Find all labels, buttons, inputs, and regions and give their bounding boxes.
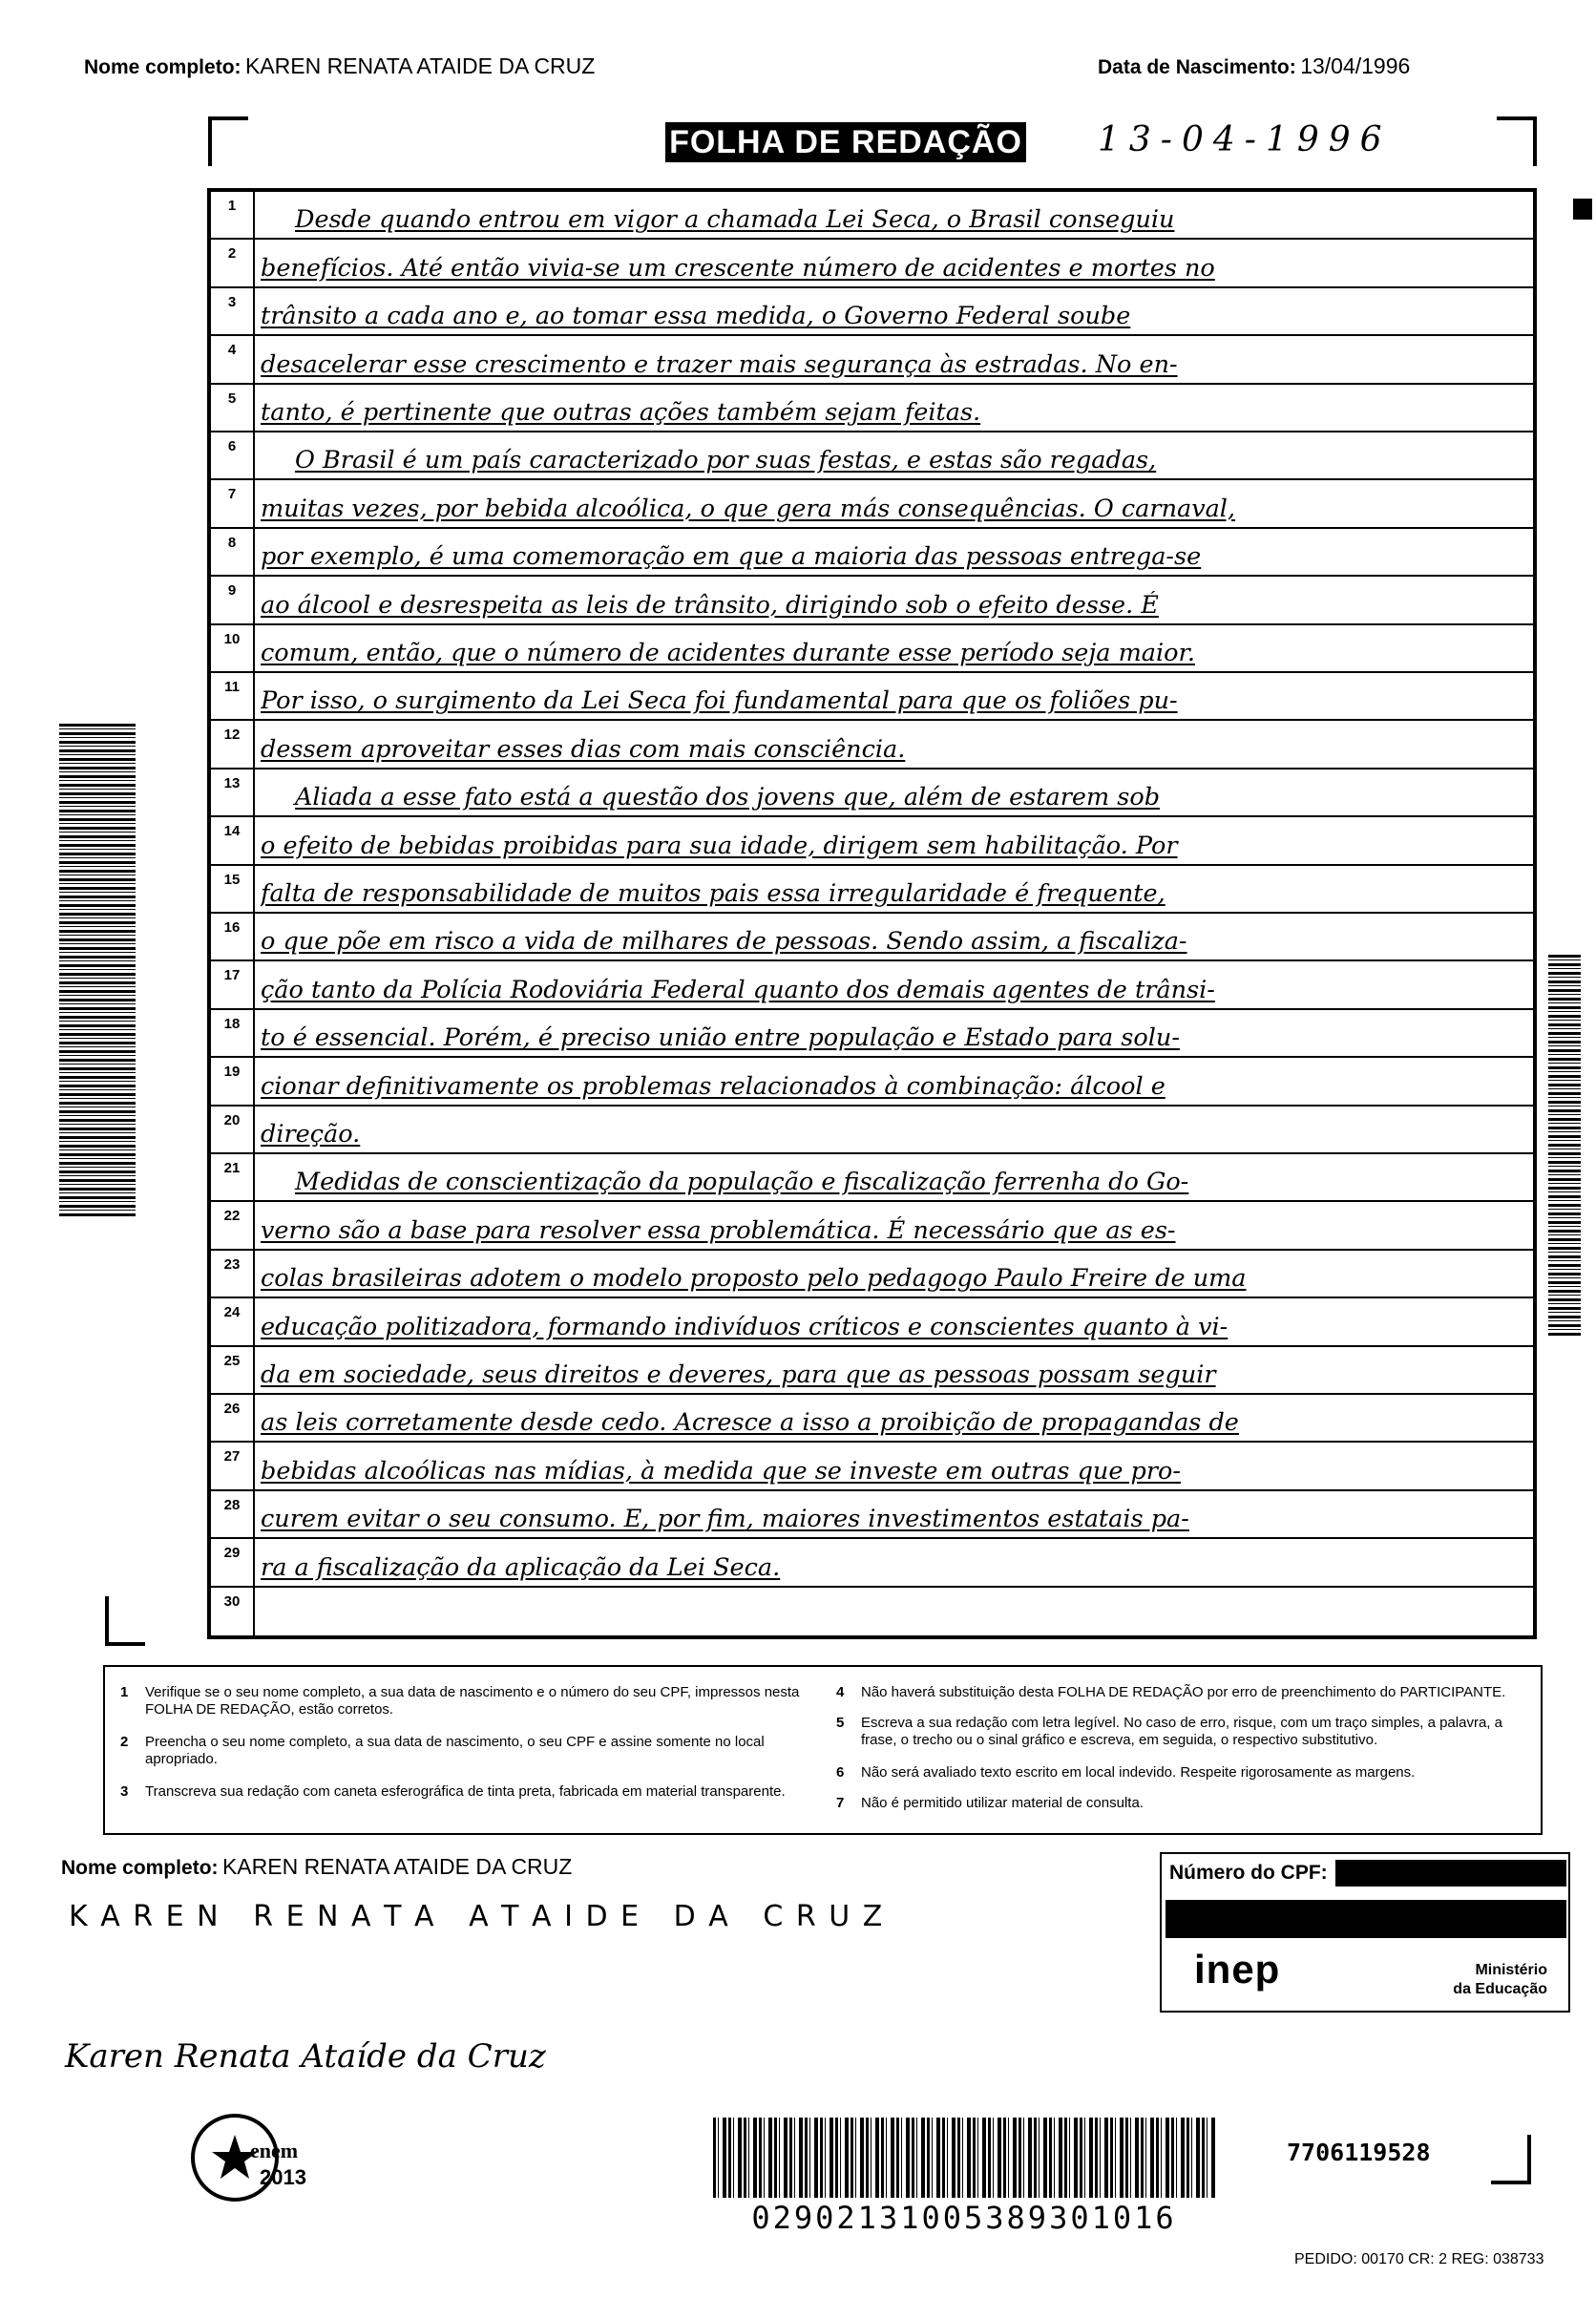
- line-number: 12: [211, 721, 255, 767]
- cpf-redaction: [1335, 1860, 1566, 1887]
- essay-line: [211, 480, 1533, 528]
- line-number: 28: [211, 1491, 255, 1537]
- line-text: o efeito de bebidas proibidas para sua idade, dirigem sem habilitação. Por: [261, 831, 1178, 860]
- essay-line: [211, 1107, 1533, 1154]
- line-text: verno são a base para resolver essa problemática. É necessário que as es-: [261, 1215, 1176, 1245]
- essay-line: [211, 1251, 1533, 1298]
- line-number: 1: [211, 192, 255, 238]
- essay-line: [211, 1395, 1533, 1443]
- corner-mark-top-left: [208, 116, 248, 166]
- cpf-handwritten-redaction: [1166, 1900, 1566, 1938]
- instruction-number: 6: [836, 1764, 845, 1781]
- dob-label: Data de Nascimento:: [1098, 56, 1296, 78]
- line-number: 5: [211, 385, 255, 431]
- instruction-text: Transcreva sua redação com caneta esferográfica de tinta preta, fabricada em material transparente.: [145, 1783, 786, 1800]
- line-text: cionar definitivamente os problemas relacionados à combinação: álcool e: [261, 1071, 1166, 1101]
- line-number: 11: [211, 673, 255, 719]
- line-text: trânsito a cada ano e, ao tomar essa medida, o Governo Federal soube: [261, 302, 1131, 331]
- instruction-text: Não haverá substituição desta FOLHA DE REDAÇÃO por erro de preenchimento do PARTICIPANTE.: [861, 1684, 1506, 1700]
- essay-line: [211, 1443, 1533, 1490]
- essay-line: [211, 914, 1533, 961]
- instruction-3: [120, 1783, 827, 1801]
- essay-line: [211, 817, 1533, 865]
- line-text: ra a fiscalização da aplicação da Lei Seca.: [261, 1552, 781, 1582]
- instruction-text: Escreva a sua redação com letra legível. No caso de erro, risque, com um traço simples, a palavra, a frase, o trecho ou o sinal gráfico e escreva, em seguida, o respectivo substitutivo.: [861, 1715, 1502, 1748]
- instruction-1: [120, 1684, 827, 1718]
- instruction-2: [120, 1734, 827, 1768]
- instruction-text: Não será avaliado texto escrito em local indevido. Respeite rigorosamente as margens.: [861, 1764, 1416, 1781]
- line-number: 15: [211, 866, 255, 912]
- footer-name: [61, 1854, 572, 1880]
- essay-line: [211, 770, 1533, 817]
- line-text: curem evitar o seu consumo. E, por fim, maiores investimentos estatais pa-: [261, 1505, 1189, 1534]
- line-number: 27: [211, 1443, 255, 1488]
- line-number: 9: [211, 577, 255, 622]
- line-text: ção tanto da Polícia Rodoviária Federal quanto dos demais agentes de trânsi-: [261, 975, 1215, 1004]
- essay-line: [211, 1298, 1533, 1346]
- line-text: Desde quando entrou em vigor a chamada Lei Seca, o Brasil conseguiu: [295, 205, 1175, 235]
- handwritten-name: K A R E N R E N A T A A T A I D E D A C R U Z: [69, 1900, 885, 1933]
- order-info: PEDIDO: 00170 CR: 2 REG: 038733: [1294, 2251, 1544, 2267]
- essay-line: [211, 1202, 1533, 1250]
- instruction-number: 7: [836, 1795, 845, 1811]
- footer-name-value: KAREN RENATA ATAIDE DA CRUZ: [221, 1854, 573, 1879]
- instruction-number: 4: [836, 1684, 845, 1700]
- line-text: dessem aproveitar esses dias com mais consciência.: [261, 734, 906, 764]
- side-barcode-right: [1548, 955, 1581, 1337]
- line-number: 4: [211, 336, 255, 382]
- line-number: 17: [211, 961, 255, 1007]
- line-text: colas brasileiras adotem o modelo proposto pelo pedagogo Paulo Freire de uma: [261, 1264, 1247, 1294]
- ministry-line-2: da Educação: [1453, 1981, 1547, 1997]
- line-text: benefícios. Até então vivia-se um crescente número de acidentes e mortes no: [261, 253, 1215, 283]
- essay-line: [211, 1539, 1533, 1587]
- line-text: falta de responsabilidade de muitos pais essa irregularidade é frequente,: [261, 878, 1166, 908]
- line-text: tanto, é pertinente que outras ações também sejam feitas.: [261, 397, 981, 427]
- instruction-7: [836, 1795, 1523, 1812]
- instruction-text: Preencha o seu nome completo, a sua data de nascimento, o seu CPF e assine somente no local apropriado.: [145, 1734, 765, 1767]
- instruction-text: Verifique se o seu nome completo, a sua data de nascimento e o número do seu CPF, impressos nesta FOLHA DE REDAÇÃO, estão corretos.: [145, 1684, 800, 1718]
- instruction-number: 3: [120, 1783, 129, 1800]
- footer-name-label: Nome completo:: [61, 1857, 219, 1879]
- essay-line: [211, 385, 1533, 432]
- line-number: 8: [211, 529, 255, 575]
- instruction-5: [836, 1715, 1523, 1749]
- line-number: 10: [211, 625, 255, 671]
- essay-line: [211, 1347, 1533, 1395]
- line-number: 2: [211, 240, 255, 285]
- essay-line: [211, 577, 1533, 624]
- instructions-box: [103, 1665, 1543, 1835]
- line-text: comum, então, que o número de acidentes durante esse período seja maior.: [261, 638, 1195, 667]
- instruction-number: 1: [120, 1684, 129, 1700]
- essay-sheet: [207, 188, 1537, 1639]
- header-name: [84, 53, 595, 79]
- essay-line: [211, 288, 1533, 336]
- line-number: 23: [211, 1251, 255, 1297]
- cpf-label: Número do CPF:: [1169, 1862, 1328, 1884]
- essay-line: [211, 961, 1533, 1009]
- handwritten-date: 13-04-1996: [1098, 120, 1392, 159]
- essay-line: [211, 1154, 1533, 1202]
- bottom-barcode: [713, 2118, 1216, 2198]
- line-number: 24: [211, 1298, 255, 1344]
- essay-line: [211, 625, 1533, 673]
- line-text: direção.: [261, 1119, 361, 1149]
- instruction-number: 2: [120, 1734, 129, 1750]
- barcode-number: 02902131005389301016: [751, 2200, 1177, 2236]
- line-text: Aliada a esse fato está a questão dos jovens que, além de estarem sob: [295, 783, 1161, 812]
- line-text: o que põe em risco a vida de milhares de pessoas. Sendo assim, a fiscaliza-: [261, 927, 1187, 957]
- ministry-label: [1419, 1961, 1547, 1999]
- instruction-4: [836, 1684, 1523, 1701]
- line-text: as leis corretamente desde cedo. Acresce a isso a proibição de propagandas de: [261, 1408, 1239, 1438]
- line-text: Medidas de conscientização da população e fiscalização ferrenha do Go-: [295, 1168, 1189, 1197]
- enem-logo: [181, 2110, 334, 2205]
- essay-line: [211, 673, 1533, 721]
- name-value: KAREN RENATA ATAIDE DA CRUZ: [244, 53, 596, 78]
- line-number: 6: [211, 432, 255, 478]
- essay-line: [211, 240, 1533, 287]
- essay-line: [211, 336, 1533, 384]
- line-number: 19: [211, 1058, 255, 1104]
- line-number: 21: [211, 1154, 255, 1200]
- line-number: 16: [211, 914, 255, 959]
- line-number: 13: [211, 770, 255, 815]
- essay-line: [211, 721, 1533, 769]
- line-text: Por isso, o surgimento da Lei Seca foi fundamental para que os foliões pu-: [261, 686, 1178, 716]
- essay-line: [211, 529, 1533, 577]
- line-number: 26: [211, 1395, 255, 1441]
- inep-logo: inep: [1194, 1947, 1281, 1992]
- line-text: desacelerar esse crescimento e trazer mais segurança às estradas. No en-: [261, 349, 1178, 379]
- line-number: 14: [211, 817, 255, 863]
- essay-line: [211, 1491, 1533, 1539]
- side-barcode-left: [59, 724, 136, 1218]
- corner-mark-bottom-left: [105, 1596, 145, 1646]
- instruction-6: [836, 1764, 1523, 1781]
- line-text: O Brasil é um país caracterizado por suas festas, e estas são regadas,: [295, 446, 1157, 475]
- document-code: 7706119528: [1287, 2139, 1431, 2166]
- enem-year: 2013: [260, 2165, 306, 2189]
- essay-line: [211, 1058, 1533, 1106]
- line-number: 30: [211, 1588, 255, 1635]
- essay-line: [211, 1588, 1533, 1635]
- header-dob: [1098, 53, 1410, 79]
- corner-mark-top-right: [1497, 116, 1537, 166]
- corner-mark-bottom-right: [1491, 2135, 1531, 2184]
- name-label: Nome completo:: [84, 56, 242, 78]
- instruction-text: Não é permitido utilizar material de consulta.: [861, 1795, 1144, 1811]
- line-text: por exemplo, é uma comemoração em que a maioria das pessoas entrega-se: [261, 542, 1202, 572]
- ministry-line-1: Ministério: [1475, 1962, 1547, 1978]
- timing-mark: [1573, 199, 1592, 220]
- essay-line: [211, 1010, 1533, 1058]
- dob-value: 13/04/1996: [1300, 53, 1411, 78]
- signature: Karen Renata Ataíde da Cruz: [65, 2037, 546, 2076]
- line-number: 29: [211, 1539, 255, 1585]
- line-text: muitas vezes, por bebida alcoólica, o que gera más consequências. O carnaval,: [261, 494, 1236, 523]
- enem-word: enem: [250, 2139, 299, 2162]
- line-text: to é essencial. Porém, é preciso união entre população e Estado para solu-: [261, 1023, 1180, 1053]
- line-number: 18: [211, 1010, 255, 1056]
- line-number: 22: [211, 1202, 255, 1248]
- line-text: educação politizadora, formando indivíduos críticos e conscientes quanto à vi-: [261, 1312, 1228, 1341]
- line-number: 25: [211, 1347, 255, 1393]
- line-text: bebidas alcoólicas nas mídias, à medida que se investe em outras que pro-: [261, 1456, 1182, 1486]
- line-number: 20: [211, 1107, 255, 1152]
- line-number: 3: [211, 288, 255, 334]
- line-number: 7: [211, 480, 255, 526]
- instruction-number: 5: [836, 1715, 845, 1731]
- essay-line: [211, 192, 1533, 240]
- cpf-box: [1160, 1852, 1570, 2013]
- line-text: da em sociedade, seus direitos e deveres, para que as pessoas possam seguir: [261, 1360, 1216, 1389]
- line-text: ao álcool e desrespeita as leis de trânsito, dirigindo sob o efeito desse. É: [261, 590, 1159, 620]
- essay-line: [211, 866, 1533, 914]
- sheet-title: FOLHA DE REDAÇÃO: [665, 122, 1026, 162]
- essay-line: [211, 432, 1533, 480]
